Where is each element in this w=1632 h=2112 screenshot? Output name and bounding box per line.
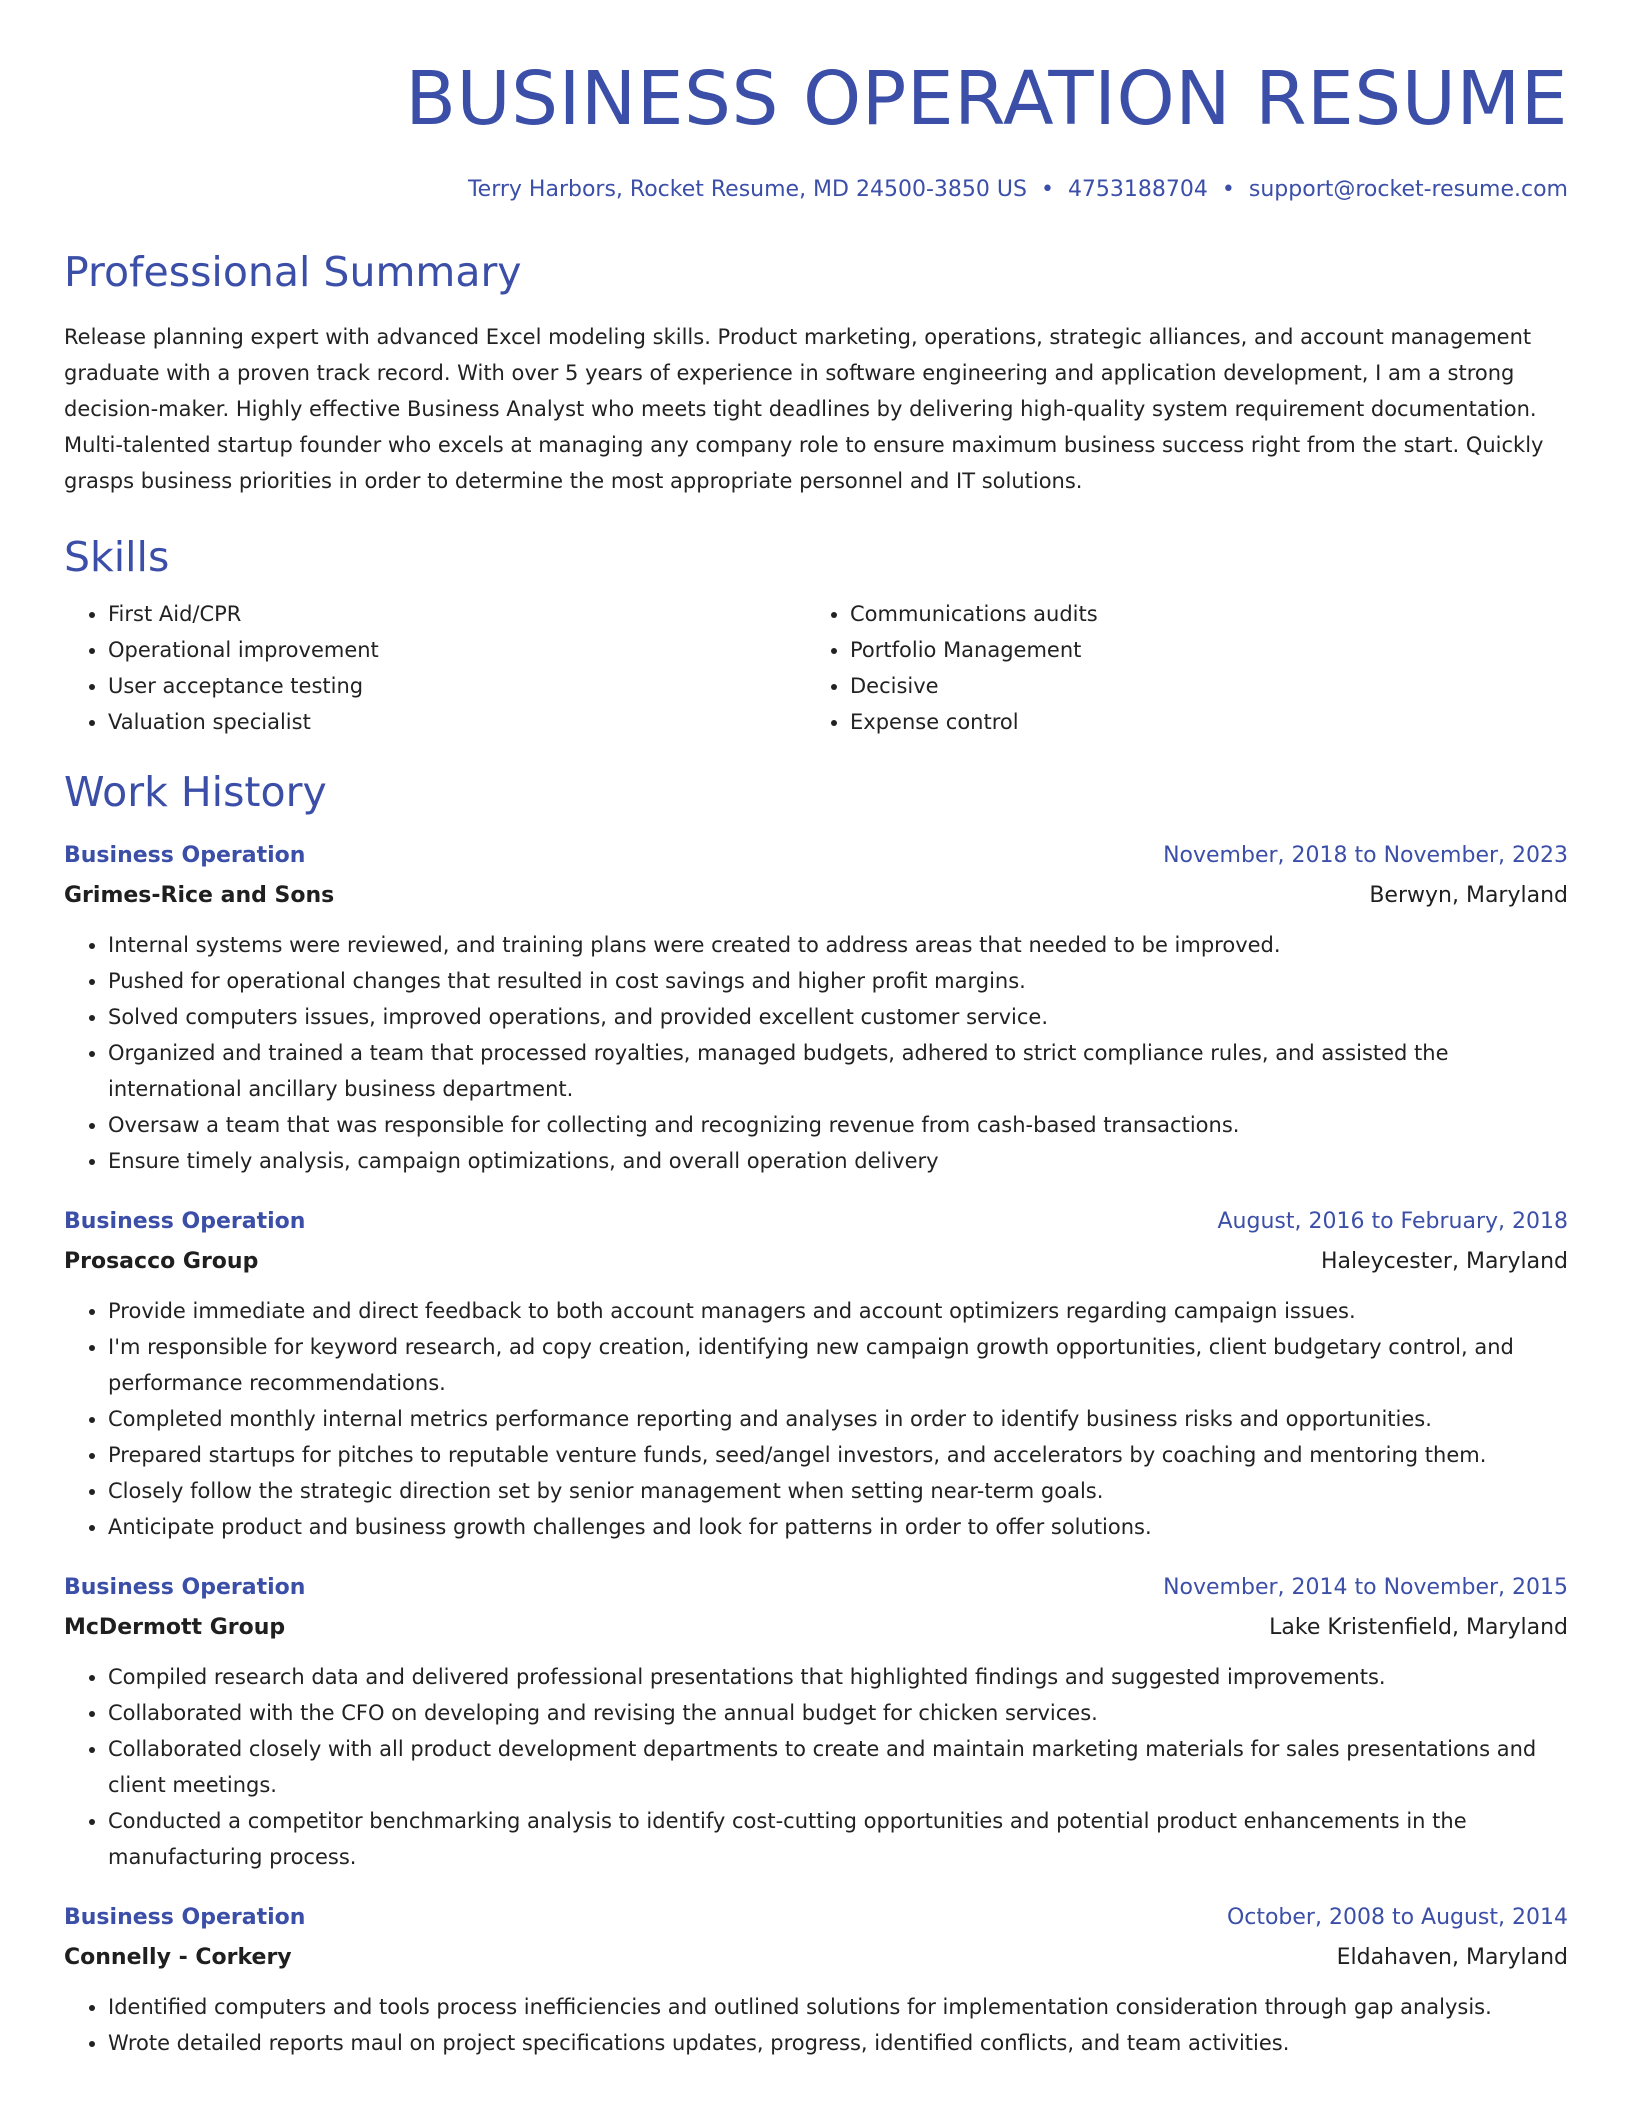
job-bullet: • Oversaw a team that was responsible for collecting and recognizing revenue from cash-based transactions. (108, 1107, 1568, 1143)
job-company: Grimes-Rice and Sons (64, 883, 335, 908)
job-entry (64, 1903, 1568, 2061)
job-title: Business Operation (64, 1575, 306, 1600)
skills-column-right (806, 596, 1548, 740)
job-title: Business Operation (64, 1209, 306, 1234)
skills-list (64, 596, 1568, 740)
job-bullet: • Anticipate product and business growth challenges and look for patterns in order to offer solutions. (108, 1509, 1568, 1545)
job-bullet: • Prepared startups for pitches to reputable venture funds, seed/angel investors, and accelerators by coaching and mentoring them. (108, 1437, 1568, 1473)
job-location: Lake Kristenfield, Maryland (1269, 1615, 1568, 1640)
job-bullet: • Conducted a competitor benchmarking analysis to identify cost-cutting opportunities and potential product enhancements in the manufacturing process. (108, 1803, 1568, 1875)
job-dates: October, 2008 to August, 2014 (1226, 1905, 1568, 1930)
job-title: Business Operation (64, 1905, 306, 1930)
job-bullet: • Pushed for operational changes that resulted in cost savings and higher profit margins. (108, 963, 1568, 999)
job-bullet: • Solved computers issues, improved operations, and provided excellent customer service. (108, 999, 1568, 1035)
job-bullet: • Closely follow the strategic direction set by senior management when setting near-term goals. (108, 1473, 1568, 1509)
contact-phone: 4753188704 (1067, 177, 1208, 202)
job-bullet: • Organized and trained a team that processed royalties, managed budgets, adhered to strict compliance rules, and assisted the international ancillary business department. (108, 1035, 1568, 1107)
skill-item: • First Aid/CPR (108, 596, 806, 632)
resume-page (64, 0, 1568, 2061)
job-bullets (64, 1293, 1568, 1545)
job-bullet: • Ensure timely analysis, campaign optimizations, and overall operation delivery (108, 1143, 1568, 1179)
job-bullet: • Compiled research data and delivered professional presentations that highlighted findings and suggested improvements. (108, 1659, 1568, 1695)
job-bullets (64, 1989, 1568, 2061)
resume-title: BUSINESS OPERATION RESUME (405, 56, 1568, 142)
skills-heading: Skills (64, 533, 170, 581)
job-bullets (64, 927, 1568, 1179)
job-location: Haleycester, Maryland (1320, 1249, 1568, 1274)
summary-text: Release planning expert with advanced Excel modeling skills. Product marketing, operations, strategic alliances, and account management graduate with a proven track record. With over 5 years of experience in software engineering and application development, I am a strong decision-maker. Highly effective Business Analyst who meets tight deadlines by delivering high-quality system requirement documentation. Multi-talented startup founder who excels at managing any company role to ensure maximum business success right from the start. Quickly grasps business priorities in order to determine the most appropriate personnel and IT solutions. (64, 325, 1544, 493)
skill-item: • Decisive (850, 668, 1548, 704)
job-company: Prosacco Group (64, 1249, 259, 1274)
job-bullet: • Collaborated closely with all product development departments to create and maintain marketing materials for sales presentations and client meetings. (108, 1731, 1568, 1803)
job-company: Connelly - Corkery (64, 1945, 292, 1970)
job-dates: August, 2016 to February, 2018 (1217, 1209, 1568, 1234)
contact-line (64, 177, 1568, 202)
job-dates: November, 2014 to November, 2015 (1163, 1575, 1568, 1600)
skill-item: • Operational improvement (108, 632, 806, 668)
contact-email: support@rocket-resume.com (1248, 177, 1568, 202)
job-entry (64, 1573, 1568, 1875)
contact-separator: • (1040, 177, 1054, 202)
job-bullets (64, 1659, 1568, 1875)
job-location: Eldahaven, Maryland (1336, 1945, 1568, 1970)
skill-item: • Portfolio Management (850, 632, 1548, 668)
job-bullet: • Internal systems were reviewed, and training plans were created to address areas that needed to be improved. (108, 927, 1568, 963)
contact-separator: • (1221, 177, 1235, 202)
skills-column-left (64, 596, 806, 740)
job-title: Business Operation (64, 843, 306, 868)
job-entry (64, 1207, 1568, 1545)
job-entry (64, 841, 1568, 1179)
contact-address: Terry Harbors, Rocket Resume, MD 24500-3850 US (467, 177, 1027, 202)
job-dates: November, 2018 to November, 2023 (1163, 843, 1568, 868)
summary-heading: Professional Summary (64, 248, 522, 296)
job-bullet: • Provide immediate and direct feedback to both account managers and account optimizers regarding campaign issues. (108, 1293, 1568, 1329)
skill-item: • Expense control (850, 704, 1548, 740)
job-bullet: • I'm responsible for keyword research, ad copy creation, identifying new campaign growth opportunities, client budgetary control, and performance recommendations. (108, 1329, 1568, 1401)
skill-item: • Communications audits (850, 596, 1548, 632)
job-bullet: • Completed monthly internal metrics performance reporting and analyses in order to identify business risks and opportunities. (108, 1401, 1568, 1437)
skill-item: • Valuation specialist (108, 704, 806, 740)
job-location: Berwyn, Maryland (1369, 883, 1568, 908)
work-history-heading: Work History (64, 768, 327, 816)
skill-item: • User acceptance testing (108, 668, 806, 704)
job-bullet: • Collaborated with the CFO on developing and revising the annual budget for chicken services. (108, 1695, 1568, 1731)
job-bullet: • Wrote detailed reports maul on project specifications updates, progress, identified conflicts, and team activities. (108, 2025, 1568, 2061)
work-history-list (64, 841, 1568, 2061)
job-bullet: • Identified computers and tools process inefficiencies and outlined solutions for implementation consideration through gap analysis. (108, 1989, 1568, 2025)
job-company: McDermott Group (64, 1615, 286, 1640)
